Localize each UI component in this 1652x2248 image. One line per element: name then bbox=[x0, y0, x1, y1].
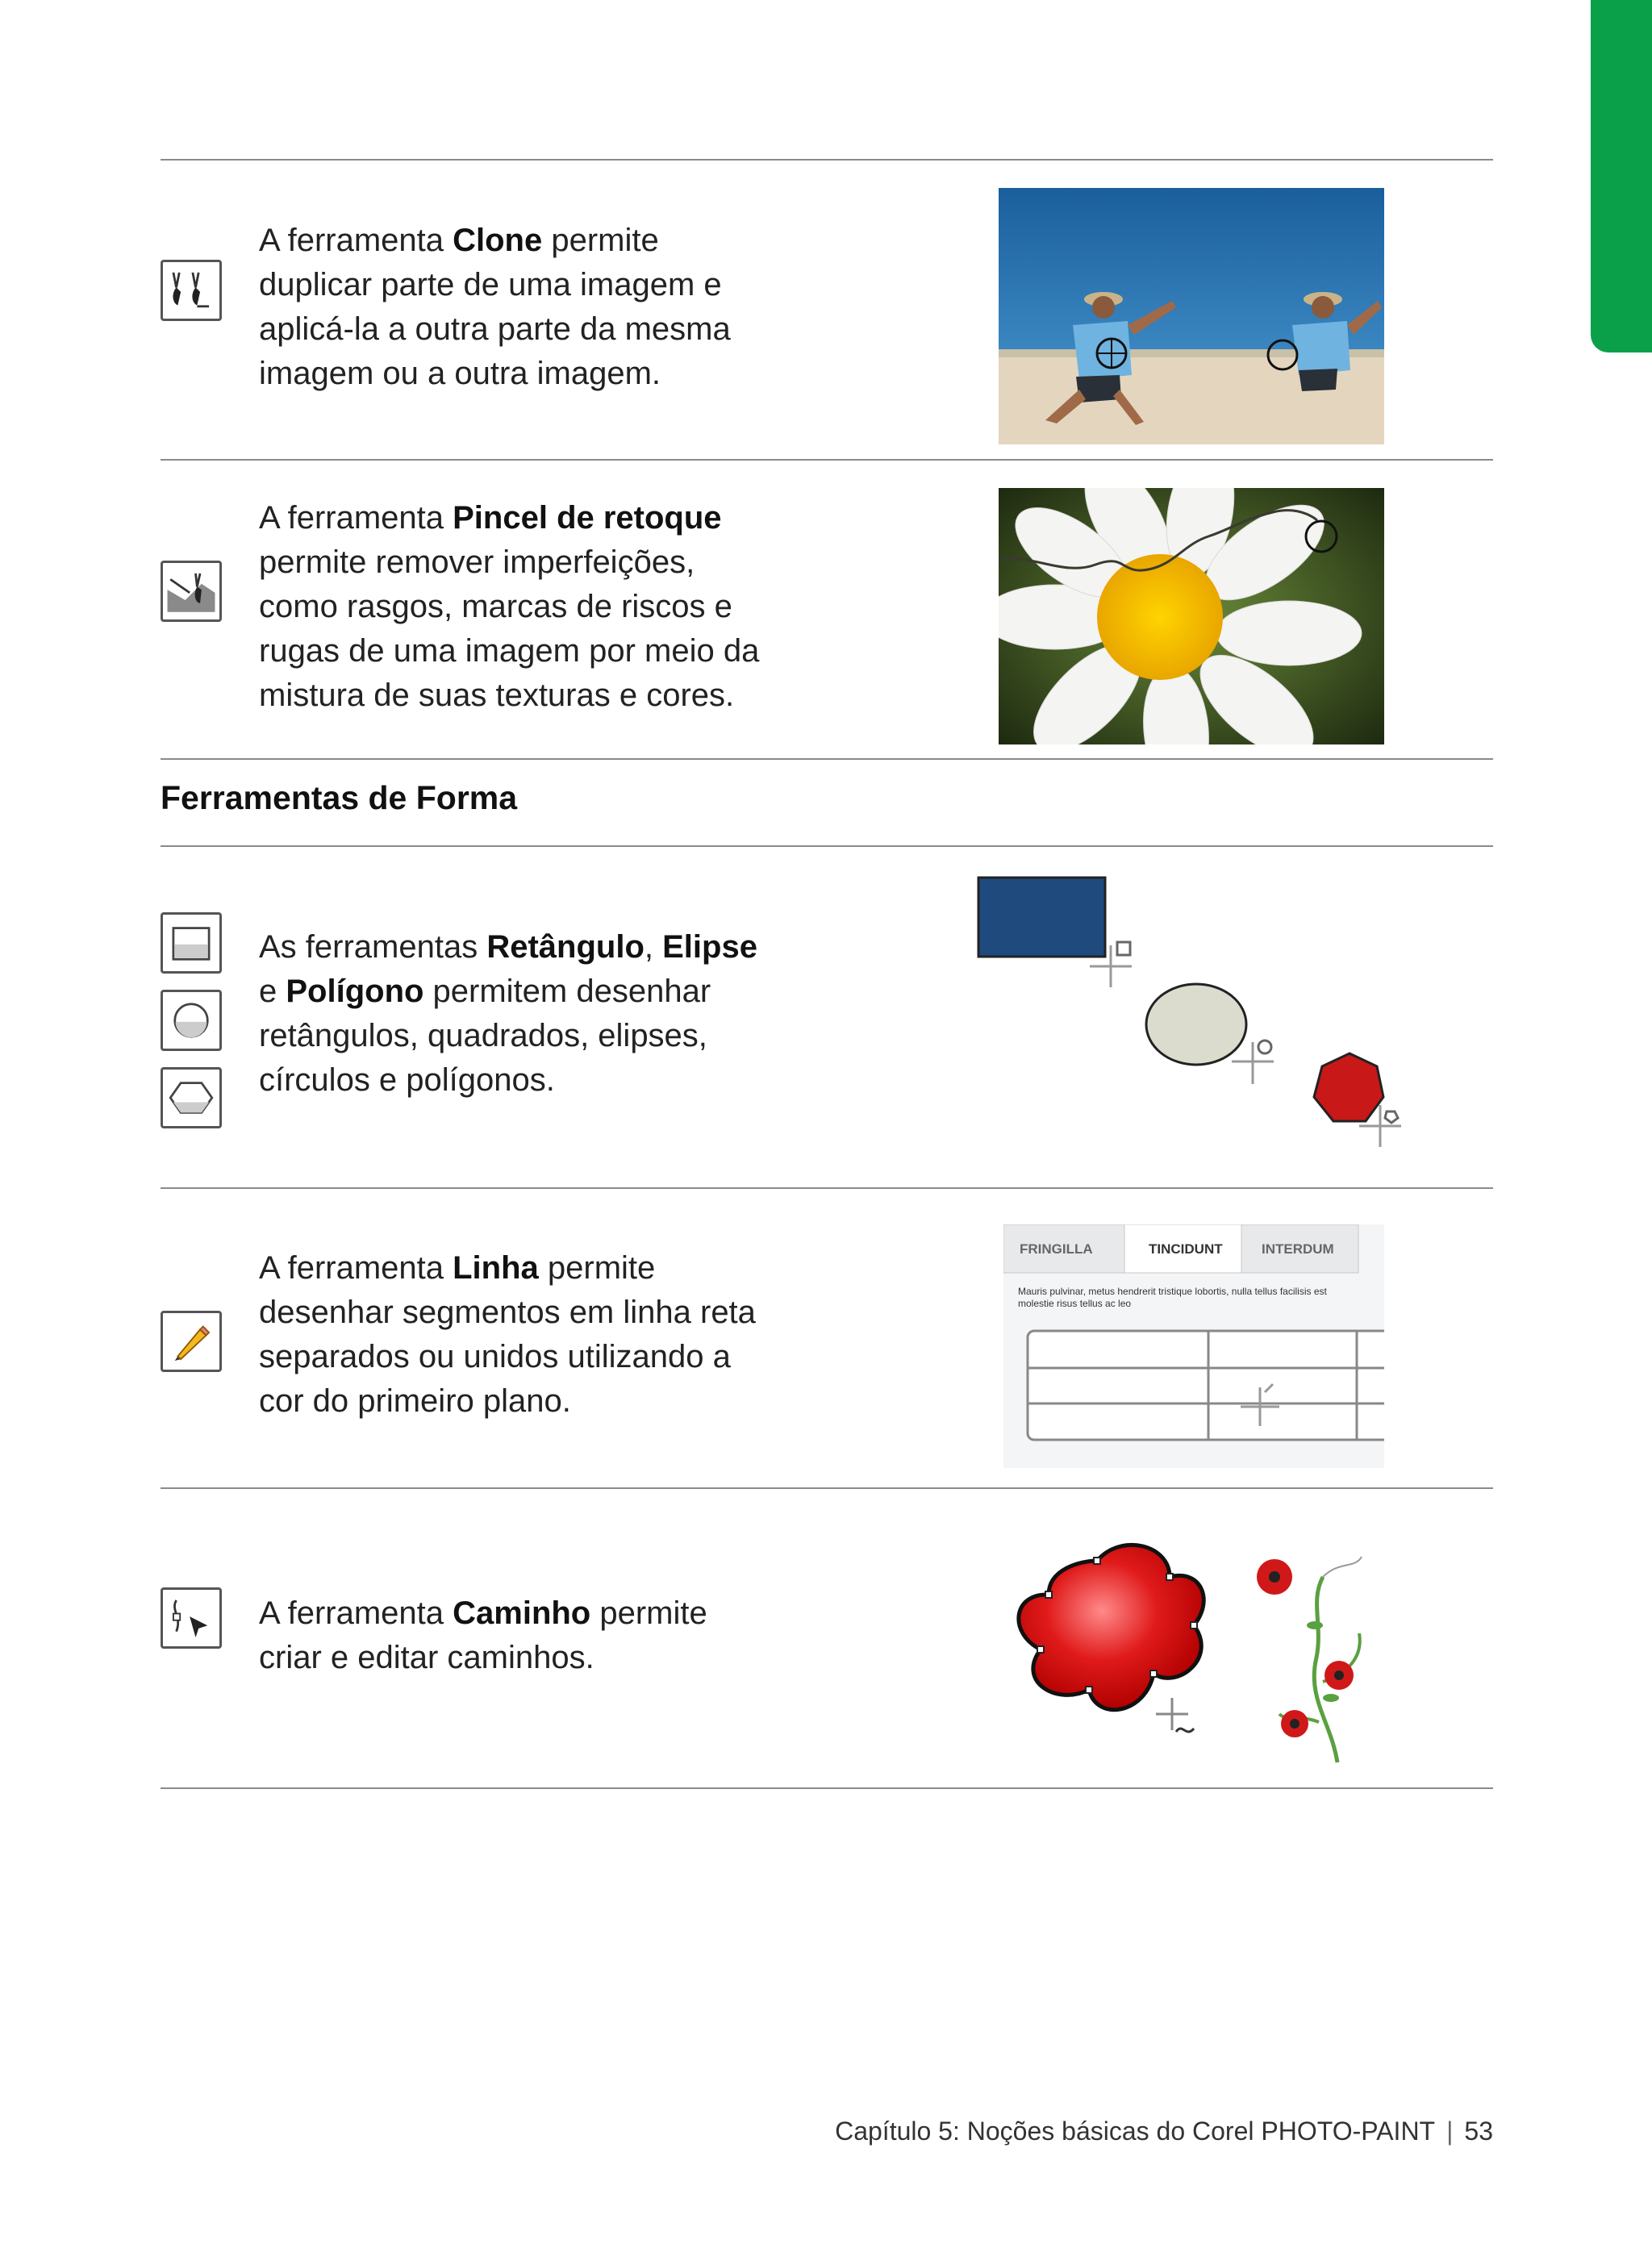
divider bbox=[161, 758, 1493, 760]
clone-description: A ferramenta Clone permite duplicar parte de uma imagem e aplicá-la a outra parte da mesma imagem ou a outra imagem. bbox=[259, 223, 731, 391]
path-icon bbox=[161, 1587, 222, 1649]
shapes-example bbox=[972, 871, 1408, 1178]
divider bbox=[161, 459, 1493, 461]
tab-label: TINCIDUNT bbox=[1149, 1241, 1223, 1257]
divider bbox=[161, 1787, 1493, 1789]
clone-tool-name: Clone bbox=[453, 223, 543, 258]
body-line: Mauris pulvinar, metus hendrerit tristique lobortis, nulla tellus facilisis est bbox=[1018, 1286, 1327, 1297]
touchup-brush-icon bbox=[161, 561, 222, 622]
divider bbox=[161, 1487, 1493, 1489]
path-description: A ferramenta Caminho permite criar e editar caminhos. bbox=[259, 1595, 707, 1675]
clone-example-photo bbox=[999, 188, 1384, 444]
page-footer: Capítulo 5: Noções básicas do Corel PHOTO-PAINT | 53 bbox=[835, 2117, 1493, 2146]
divider bbox=[161, 159, 1493, 161]
tab-label: INTERDUM bbox=[1262, 1241, 1334, 1257]
ellipse-icon bbox=[161, 990, 222, 1051]
ellipse-tool-name: Elipse bbox=[662, 929, 757, 965]
polygon-icon bbox=[161, 1067, 222, 1128]
path-example bbox=[1000, 1537, 1387, 1779]
line-description: A ferramenta Linha permite desenhar segmentos em linha reta separados ou unidos utilizando a cor do primeiro plano. bbox=[259, 1250, 756, 1419]
body-line: molestie risus tellus ac leo bbox=[1018, 1298, 1132, 1309]
divider bbox=[161, 1187, 1493, 1189]
tab-label: FRINGILLA bbox=[1020, 1241, 1093, 1257]
line-tool-name: Linha bbox=[453, 1250, 539, 1286]
line-example bbox=[1003, 1224, 1384, 1468]
chapter-label: Capítulo 5: Noções básicas do Corel PHOTO-PAINT bbox=[835, 2117, 1436, 2146]
chapter-tab-marker bbox=[1591, 0, 1652, 352]
touchup-example-photo bbox=[999, 488, 1384, 744]
touchup-tool-name: Pincel de retoque bbox=[453, 500, 722, 536]
rectangle-icon bbox=[161, 912, 222, 974]
divider bbox=[161, 845, 1493, 847]
path-tool-name: Caminho bbox=[453, 1595, 591, 1631]
polygon-tool-name: Polígono bbox=[286, 974, 424, 1009]
clone-icon bbox=[161, 260, 222, 321]
touchup-description: A ferramenta Pincel de retoque permite remover imperfeições, como rasgos, marcas de riscos e rugas de uma imagem por meio da mistura de suas texturas e cores. bbox=[259, 500, 760, 713]
shapes-description: As ferramentas Retângulo, Elipse e Polígono permitem desenhar retângulos, quadrados, elipses, círculos e polígonos. bbox=[259, 929, 757, 1098]
page-number: 53 bbox=[1464, 2117, 1493, 2146]
rectangle-tool-name: Retângulo bbox=[486, 929, 645, 965]
section-title: Ferramentas de Forma bbox=[161, 779, 518, 816]
line-pencil-icon bbox=[161, 1311, 222, 1372]
